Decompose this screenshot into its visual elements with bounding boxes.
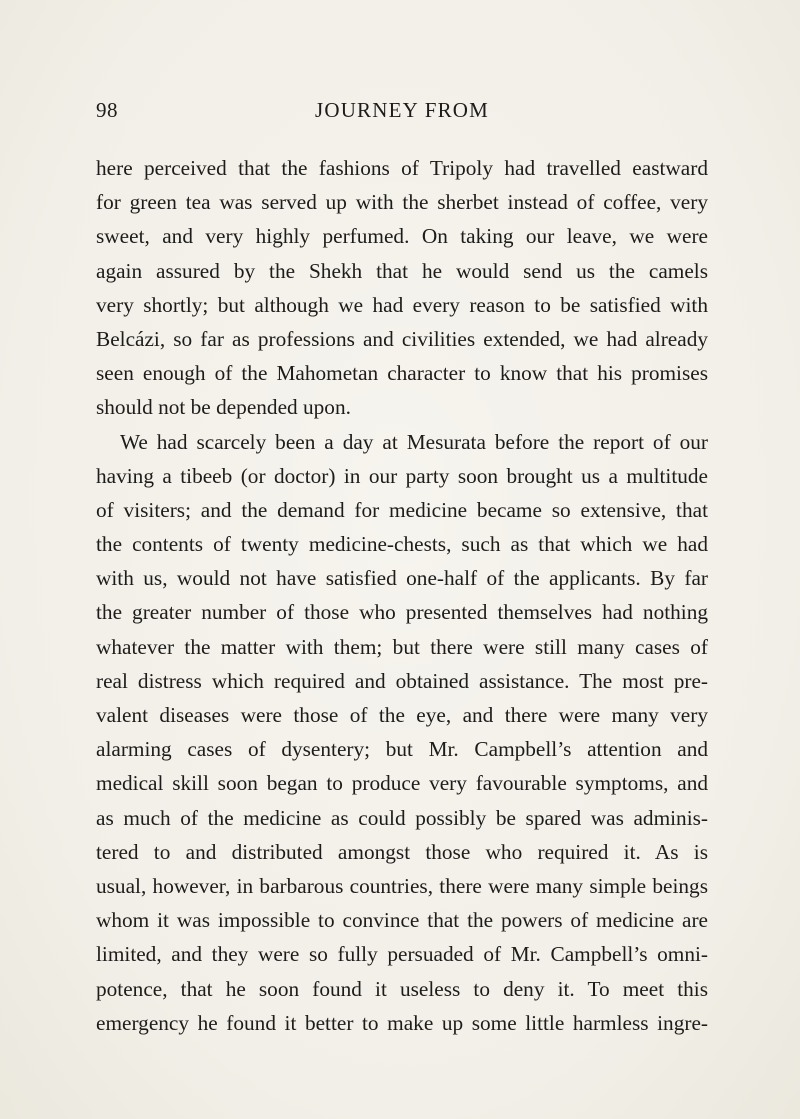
text-line: emergency he found it better to make up some little harmless ingre- xyxy=(96,1010,708,1035)
text-line: whom it was impossible to convince that the powers of medicine are xyxy=(96,908,708,933)
page-number: 98 xyxy=(96,98,118,122)
paragraph-end-line: should not be depended upon. xyxy=(96,395,351,420)
text-line: here perceived that the fashions of Tripoly had travelled eastward xyxy=(96,156,708,180)
text-line: limited, and they were so fully persuaded of Mr. Campbell’s omni- xyxy=(96,942,708,967)
text-line: very shortly; but although we had every reason to be satisfied with xyxy=(96,292,708,317)
text-line: valent diseases were those of the eye, and there were many very xyxy=(96,703,708,727)
running-head xyxy=(96,98,708,128)
running-head-title: JOURNEY FROM xyxy=(314,98,490,122)
text-line: usual, however, in barbarous countries, there were many simple beings xyxy=(96,873,708,898)
text-line: Belcázi, so far as professions and civilities extended, we had already xyxy=(96,326,708,351)
text-line: of visiters; and the demand for medicine became so extensive, that xyxy=(96,497,708,522)
text-line: whatever the matter with them; but there were still many cases of xyxy=(96,634,708,659)
text-line: medical skill soon began to produce very favourable symptoms, and xyxy=(96,771,708,796)
text-line: tered to and distributed amongst those who required it. As is xyxy=(96,839,708,864)
text-line: with us, would not have satisfied one-half of the applicants. By far xyxy=(96,566,708,591)
text-line: for green tea was served up with the sherbet instead of coffee, very xyxy=(96,190,708,215)
text-line: again assured by the Shekh that he would send us the camels xyxy=(96,258,708,283)
text-line: the greater number of those who presented themselves had nothing xyxy=(96,600,708,625)
text-line: sweet, and very highly perfumed. On taking our leave, we were xyxy=(96,224,708,249)
text-line: potence, that he soon found it useless to deny it. To meet this xyxy=(96,976,708,1001)
text-line: as much of the medicine as could possibly be spared was adminis- xyxy=(96,805,708,830)
text-line: the contents of twenty medicine-chests, such as that which we had xyxy=(96,532,708,557)
text-line: alarming cases of dysentery; but Mr. Campbell’s attention and xyxy=(96,737,708,762)
paragraph-start-line: We had scarcely been a day at Mesurata before the report of our xyxy=(120,429,708,454)
body-text xyxy=(96,151,708,1040)
text-line: seen enough of the Mahometan character to know that his promises xyxy=(96,361,708,386)
text-line: having a tibeeb (or doctor) in our party soon brought us a multitude xyxy=(96,463,708,488)
text-line: real distress which required and obtained assistance. The most pre- xyxy=(96,668,708,693)
